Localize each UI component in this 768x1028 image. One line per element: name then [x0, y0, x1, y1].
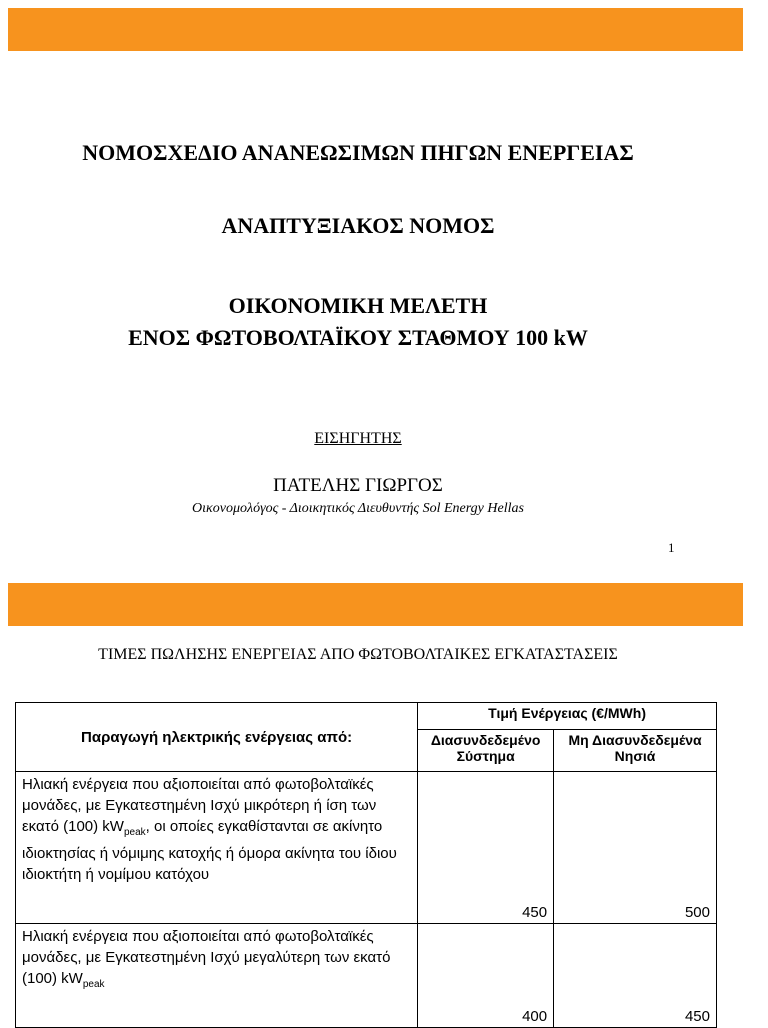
- slide2-title: ΤΙΜΕΣ ΠΩΛΗΣΗΣ ΕΝΕΡΓΕΙΑΣ ΑΠΟ ΦΩΤΟΒΟΛΤΑΙΚΕΣ ΕΓΚΑΤΑΣΤΑΣΕΙΣ: [98, 646, 618, 663]
- header-non-interconnected-islands: Μη Διασυνδεδεμένα Νησιά: [554, 730, 717, 772]
- row-description-subscript: peak: [123, 827, 146, 838]
- title-study-line1: ΟΙΚΟΝΟΜΙΚΗ ΜΕΛΕΤΗ: [228, 293, 488, 318]
- speaker-name: ΠΑΤΕΛΗΣ ΓΙΩΡΓΟΣ: [273, 475, 443, 496]
- row-description-text: Ηλιακή ενέργεια που αξιοποιείται από φωτοβολταϊκές μονάδες, με Εγκατεστημένη Ισχύ μικρότερη ή ίση των εκατό (100) kW: [22, 776, 377, 835]
- speaker-label: ΕΙΣΗΓΗΤΗΣ: [314, 430, 402, 447]
- row-description-text: Ηλιακή ενέργεια που αξιοποιείται από φωτοβολταϊκές μονάδες, με Εγκατεστημένη Ισχύ μεγαλύτερη των εκατό (100) kW: [22, 928, 391, 987]
- row-description: [16, 772, 418, 924]
- title-law: ΑΝΑΠΤΥΞΙΑΚΟΣ ΝΟΜΟΣ: [221, 213, 495, 238]
- header-interconnected-system: Διασυνδεδεμένο Σύστημα: [418, 730, 554, 772]
- page-number: 1: [668, 540, 675, 555]
- table-row: [16, 772, 717, 924]
- slide2-header-bar: [8, 583, 743, 626]
- header-energy-price: Τιμή Ενέργειας (€/MWh): [418, 703, 717, 730]
- title-bill: ΝΟΜΟΣΧΕΔΙΟ ΑΝΑΝΕΩΣΙΜΩΝ ΠΗΓΩΝ ΕΝΕΡΓΕΙΑΣ: [82, 140, 634, 165]
- row-description: [16, 924, 418, 1028]
- price-interconnected: 400: [418, 924, 554, 1028]
- title-study-line2: ΕΝΟΣ ΦΩΤΟΒΟΛΤΑΪΚΟΥ ΣΤΑΘΜΟΥ 100 kW: [128, 325, 588, 350]
- energy-price-table: [15, 702, 717, 1028]
- row-description-subscript: peak: [82, 979, 105, 990]
- table-row: [16, 924, 717, 1028]
- price-non-interconnected: 450: [554, 924, 717, 1028]
- price-non-interconnected: 500: [554, 772, 717, 924]
- slide1-header-bar: [8, 8, 743, 51]
- price-interconnected: 450: [418, 772, 554, 924]
- table-header-row: [16, 703, 717, 730]
- title-study: [0, 290, 716, 354]
- header-production-source: Παραγωγή ηλεκτρικής ενέργειας από:: [16, 703, 418, 772]
- row-description-text-cont: , οι οποίες εγκαθίστανται σε ακίνητο ιδιοκτησίας ή νόμιμης κατοχής ή όμορα ακίνητα του ίδιου ιδιοκτήτη ή νομίμου κατόχου: [22, 818, 397, 883]
- speaker-role: Οικονομολόγος - Διοικητικός Διευθυντής Sol Energy Hellas: [192, 501, 524, 516]
